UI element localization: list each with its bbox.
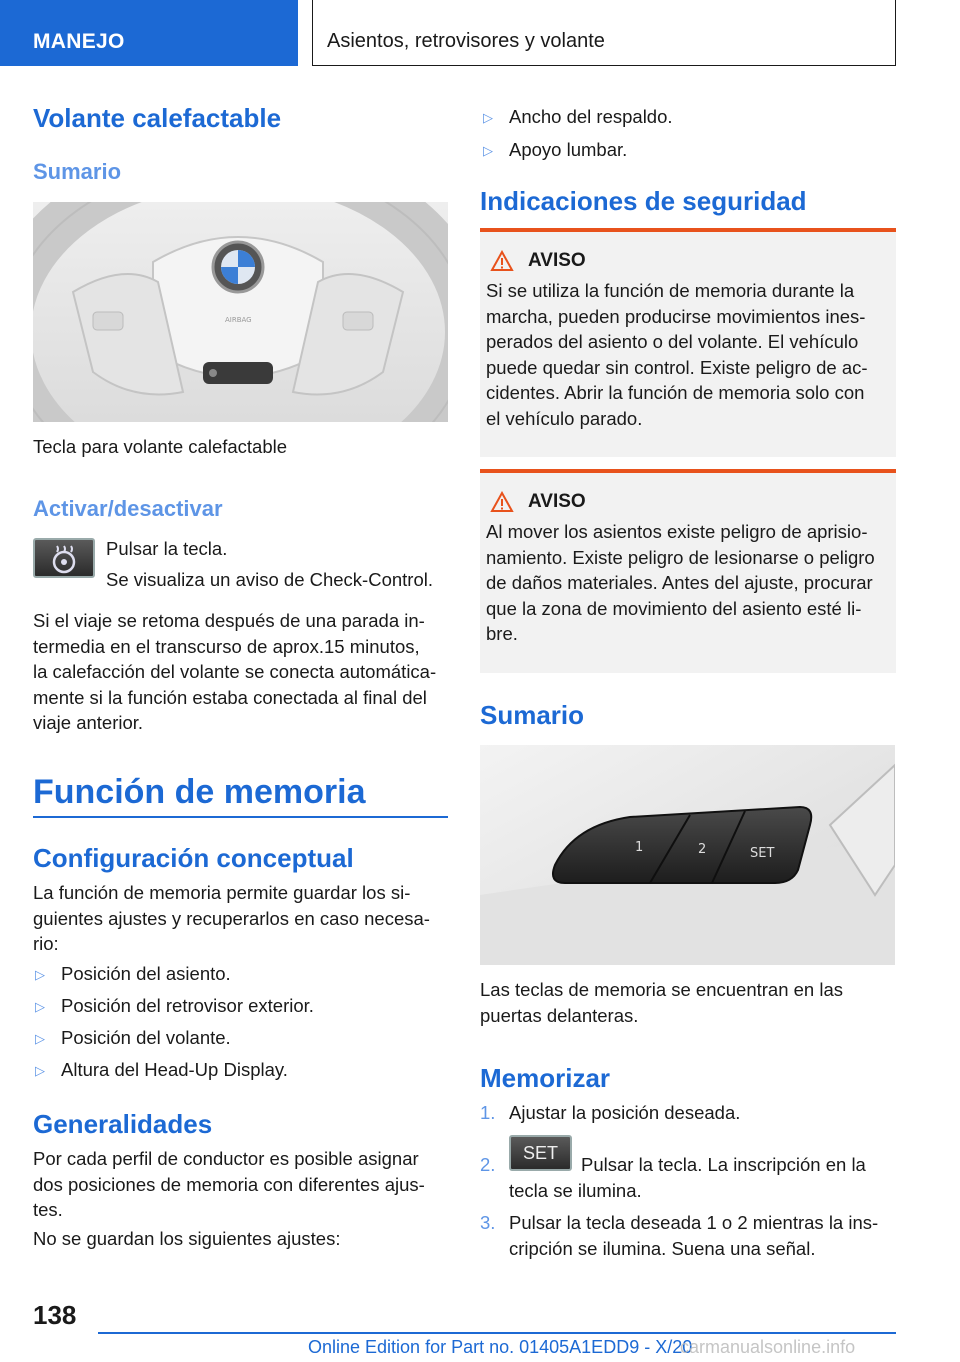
general-paragraph: Por cada perfil de conductor es posible asignar dos posiciones de memoria con diferentes ajus- tes. (33, 1148, 425, 1220)
chapter-title: Asientos, retrovisores y volante (312, 0, 896, 66)
triangle-bullet-icon: ▷ (483, 110, 493, 125)
check-control-text: Se visualiza un aviso de Check-Control. (106, 569, 433, 590)
heated-wheel-title: Volante calefactable (33, 103, 282, 133)
step-text: Pulsar la tecla. La inscripción en la (581, 1154, 866, 1175)
airbag-label: AIRBAG (225, 316, 252, 324)
footer-rule (98, 1332, 896, 1334)
step-text: cripción se ilumina. Suena una señal. (509, 1238, 816, 1259)
triangle-bullet-icon: ▷ (35, 999, 45, 1014)
list-item: Posición del asiento. (61, 963, 231, 984)
step-number: 2. (480, 1154, 496, 1175)
warning-triangle-icon (490, 491, 514, 513)
general-title: Generalidades (33, 1109, 213, 1139)
set-button-icon: SET (509, 1135, 572, 1171)
warning-triangle-icon (490, 250, 514, 272)
title-rule (33, 816, 448, 818)
memory-key-1: 1 (635, 840, 644, 855)
memory-key-set: SET (750, 846, 775, 861)
step-text: tecla se ilumina. (509, 1180, 642, 1201)
summary-title-right: Sumario (480, 700, 585, 730)
triangle-bullet-icon: ▷ (35, 1031, 45, 1046)
list-item: Altura del Head-Up Display. (61, 1059, 288, 1080)
concept-paragraph: La función de memoria permite guardar los si- guientes ajustes y recuperarlos en caso necesa- rio: (33, 882, 430, 954)
press-key-text: Pulsar la tecla. (106, 538, 228, 559)
activate-title: Activar/desactivar (33, 496, 223, 521)
footer-edition: Online Edition for Part no. 01405A1EDD9 - X/20 (308, 1337, 693, 1357)
page-number: 138 (33, 1300, 77, 1330)
warning-box-1 (480, 228, 896, 457)
memory-key-2: 2 (698, 842, 707, 857)
steering-wheel-image (33, 202, 448, 422)
not-saved-text: No se guardan los siguientes ajustes: (33, 1228, 341, 1249)
triangle-bullet-icon: ▷ (483, 143, 493, 158)
list-item: Posición del retrovisor exterior. (61, 995, 314, 1016)
concept-title: Configuración conceptual (33, 843, 354, 873)
memory-function-title: Función de memoria (33, 773, 366, 811)
steering-image-caption: Tecla para volante calefactable (33, 436, 288, 457)
list-item: Posición del volante. (61, 1027, 231, 1048)
warning-text: Si se utiliza la función de memoria durante la marcha, pueden producirse movimientos ines- perados del asiento o del volante. El vehículo puede quedar sin control. Existe peligro de ac- cidentes. Abrir la función de memoria solo con el vehículo parado. (486, 280, 868, 429)
warning-heading: AVISO (528, 250, 586, 271)
triangle-bullet-icon: ▷ (35, 967, 45, 982)
step-number: 3. (480, 1212, 496, 1233)
step-number: 1. (480, 1102, 496, 1123)
step-text: Pulsar la tecla deseada 1 o 2 mientras la ins- (509, 1212, 879, 1233)
memorize-title: Memorizar (480, 1063, 611, 1093)
warning-text: Al mover los asientos existe peligro de aprisio- namiento. Existe peligro de lesionarse o peligro de daños materiales. Antes del ajuste, procurar que la zona de movimiento del asiento esté li- bre. (486, 521, 875, 644)
step-text: Ajustar la posición deseada. (509, 1102, 741, 1123)
heated-wheel-button-icon (33, 538, 95, 578)
auto-reactivate-paragraph: Si el viaje se retoma después de una parada in- termedia en el transcurso de aprox.15 minutos, la calefacción del volante se conecta automática- mente si la función estaba conectada al final del viaje anterior. (33, 610, 437, 733)
list-item: Ancho del respaldo. (509, 106, 673, 127)
warning-box-2 (480, 469, 896, 673)
memory-buttons-image (480, 745, 895, 965)
watermark: carmanualsonline.info (680, 1337, 856, 1357)
memory-caption: Las teclas de memoria se encuentran en las puertas delanteras. (480, 979, 844, 1026)
triangle-bullet-icon: ▷ (35, 1063, 45, 1078)
safety-title: Indicaciones de seguridad (480, 186, 807, 216)
section-tab: MANEJO (0, 0, 298, 66)
summary-title-left: Sumario (33, 159, 122, 184)
list-item: Apoyo lumbar. (509, 139, 628, 160)
warning-heading: AVISO (528, 491, 586, 512)
